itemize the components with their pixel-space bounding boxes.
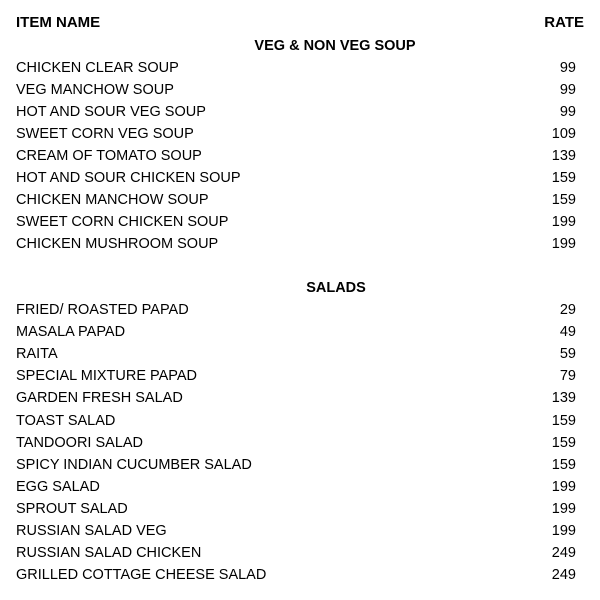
- menu-item-row: [16, 343, 576, 365]
- menu-item-name: CHICKEN MANCHOW SOUP: [16, 192, 209, 208]
- item-name-header: ITEM NAME: [16, 14, 101, 31]
- menu-item-row: [16, 57, 576, 79]
- menu-item-name: GRILLED COTTAGE CHEESE SALAD: [16, 567, 267, 584]
- menu-item-rate: 49: [559, 324, 576, 341]
- menu-item-rate: 199: [551, 214, 576, 230]
- menu-item-rate: 139: [551, 390, 576, 407]
- menu-item-row: [16, 189, 576, 211]
- menu-item-rate: 159: [551, 456, 576, 473]
- menu-item-row: [16, 365, 576, 387]
- menu-item-name: EGG SALAD: [16, 478, 100, 495]
- menu-item-rate: 99: [559, 60, 576, 76]
- menu-item-row: [16, 387, 576, 409]
- menu-item-row: [16, 299, 576, 321]
- menu-item-row: [16, 432, 576, 454]
- menu-item-rate: 159: [551, 170, 576, 186]
- menu-item-name: CREAM OF TOMATO SOUP: [16, 148, 202, 164]
- menu-item-row: [16, 123, 576, 145]
- menu-item-row: [16, 476, 576, 498]
- menu-item-row: [16, 321, 576, 343]
- menu-item-row: [16, 520, 576, 542]
- menu-item-row: [16, 211, 576, 233]
- menu-item-name: GARDEN FRESH SALAD: [16, 390, 183, 407]
- menu-item-rate: 199: [551, 523, 576, 539]
- menu-item-name: HOT AND SOUR CHICKEN SOUP: [16, 170, 241, 186]
- menu-item-rate: 99: [559, 82, 576, 98]
- menu-item-name: TOAST SALAD: [16, 412, 116, 429]
- menu-item-rate: 59: [559, 346, 576, 363]
- menu-item-rate: 159: [551, 412, 576, 429]
- section-title-salads: SALADS: [306, 280, 366, 296]
- menu-item-rate: 99: [559, 104, 576, 120]
- menu-item-name: VEG MANCHOW SOUP: [16, 82, 174, 98]
- menu-item-row: [16, 79, 576, 101]
- menu-item-row: [16, 410, 576, 432]
- section-title-soup: VEG & NON VEG SOUP: [254, 38, 416, 54]
- menu-item-name: MASALA PAPAD: [16, 324, 126, 341]
- menu-item-row: [16, 145, 576, 167]
- menu-item-row: [16, 233, 576, 255]
- menu-item-rate: 249: [551, 567, 576, 584]
- menu-item-name: CHICKEN CLEAR SOUP: [16, 60, 179, 76]
- menu-item-name: CHICKEN MUSHROOM SOUP: [16, 236, 219, 252]
- menu-item-name: SPICY INDIAN CUCUMBER SALAD: [16, 456, 252, 473]
- menu-item-name: RAITA: [16, 346, 58, 363]
- menu-item-rate: 199: [551, 236, 576, 252]
- menu-item-name: HOT AND SOUR VEG SOUP: [16, 104, 206, 120]
- menu-item-name: SPECIAL MIXTURE PAPAD: [16, 368, 198, 385]
- menu-item-row: [16, 564, 576, 586]
- menu-item-name: SWEET CORN CHICKEN SOUP: [16, 214, 229, 230]
- menu-item-rate: 199: [551, 478, 576, 495]
- column-header-row: [16, 12, 584, 34]
- rate-header: RATE: [544, 14, 584, 31]
- menu-item-rate: 249: [551, 545, 576, 562]
- menu-item-name: RUSSIAN SALAD VEG: [16, 523, 167, 539]
- menu-item-rate: 159: [551, 192, 576, 208]
- menu-item-name: SWEET CORN VEG SOUP: [16, 126, 194, 142]
- menu-item-row: [16, 542, 576, 564]
- menu-item-rate: 159: [551, 434, 576, 451]
- menu-item-name: RUSSIAN SALAD CHICKEN: [16, 545, 202, 562]
- menu-item-name: TANDOORI SALAD: [16, 434, 144, 451]
- menu-item-rate: 109: [551, 126, 576, 142]
- menu-item-row: [16, 498, 576, 520]
- menu-item-rate: 29: [559, 302, 576, 318]
- menu-item-row: [16, 167, 576, 189]
- menu-item-name: FRIED/ ROASTED PAPAD: [16, 302, 189, 318]
- menu-item-rate: 199: [551, 500, 576, 517]
- menu-item-rate: 79: [559, 368, 576, 385]
- menu-item-row: [16, 454, 576, 476]
- menu-item-rate: 139: [551, 148, 576, 164]
- menu-item-row: [16, 101, 576, 123]
- menu-item-name: SPROUT SALAD: [16, 500, 128, 517]
